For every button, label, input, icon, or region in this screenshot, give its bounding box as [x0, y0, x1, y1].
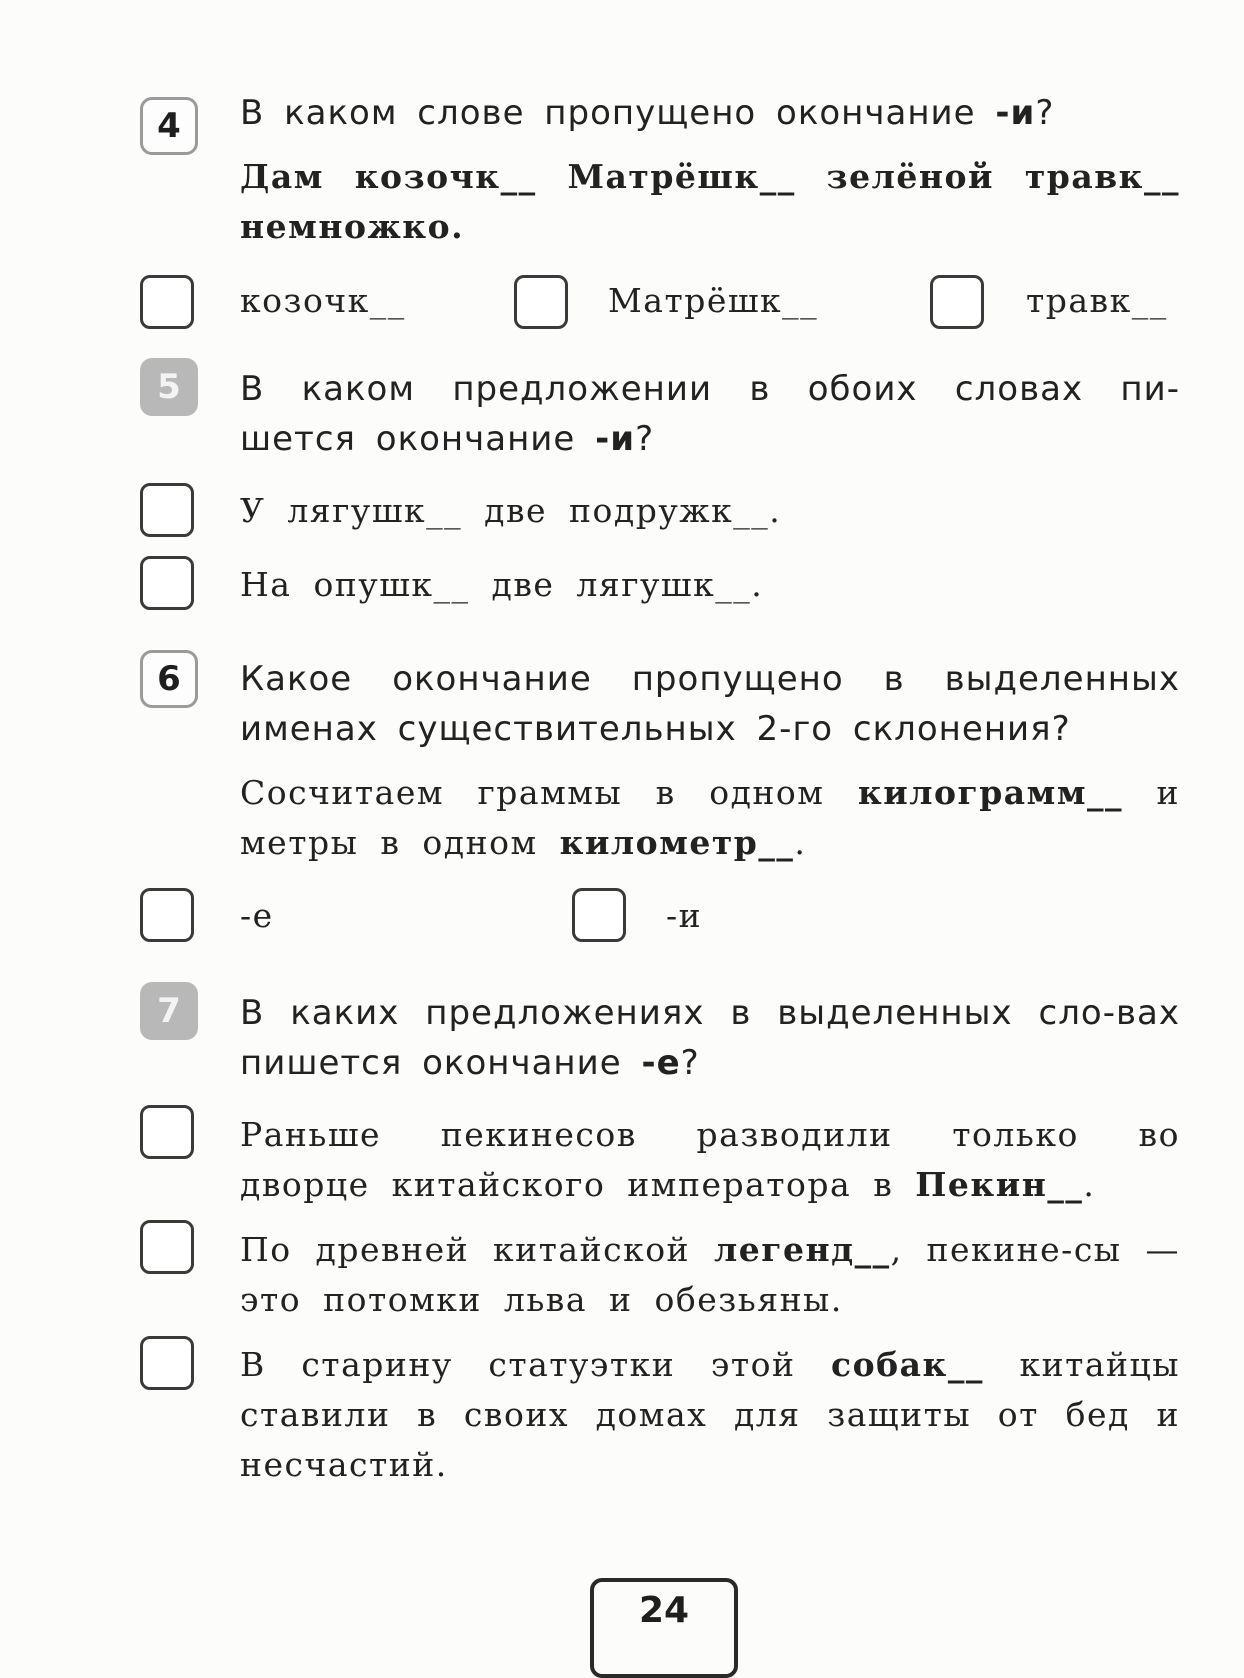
task-4-text-line-2: немножко.	[240, 207, 465, 246]
task-7-option-3-checkbox[interactable]	[140, 1336, 194, 1390]
task-7-question-text: В каких предложениях в выделенных сло-вах пишется окончание	[240, 993, 1180, 1083]
task-7-option-2-highlighted-word: легенд__	[713, 1230, 891, 1269]
task-6-highlighted-word-1: килограмм__	[857, 773, 1124, 812]
task-4-option-1-checkbox[interactable]	[140, 275, 194, 329]
task-5-question: В каком предложении в обоих словах пи-шется окончание -и?	[240, 369, 1180, 459]
page-number: 24	[590, 1578, 738, 1678]
task-5-option-2-label: На опушк__ две лягушк__.	[240, 565, 764, 604]
task-6-option-1-label: -е	[240, 896, 274, 935]
task-7-option-2-checkbox[interactable]	[140, 1220, 194, 1274]
task-4-option-3-label: травк__	[1026, 281, 1168, 320]
task-6-text: Сосчитаем граммы в одном килограмм__ и метры в одном километр__.	[240, 773, 1180, 862]
task-5-option-2-checkbox[interactable]	[140, 556, 194, 610]
task-5-option-1-checkbox[interactable]	[140, 483, 194, 537]
task-4-question-ending: -и	[995, 93, 1036, 133]
task-4-option-2-label: Матрёшк__	[608, 281, 819, 320]
task-5-number-badge: 5	[140, 358, 198, 416]
task-4-question: В каком слове пропущено окончание -и?	[240, 93, 1055, 133]
task-5-question-text: В каком предложении в обоих словах пи-шется окончание	[240, 369, 1180, 459]
task-6-option-2-checkbox[interactable]	[572, 888, 626, 942]
task-7-question: В каких предложениях в выделенных сло-вах пишется окончание -е?	[240, 993, 1180, 1083]
task-7-number-badge: 7	[140, 982, 198, 1040]
task-4-number-badge: 4	[140, 97, 198, 155]
task-6-option-1-checkbox[interactable]	[140, 888, 194, 942]
task-7-option-1-checkbox[interactable]	[140, 1105, 194, 1159]
task-6-number-badge: 6	[140, 650, 198, 708]
task-4-option-1-label: козочк__	[240, 281, 406, 320]
task-5-question-ending: -и	[595, 419, 636, 459]
task-7-option-1-highlighted-word: Пекин__	[915, 1165, 1084, 1204]
task-7-option-3-highlighted-word: собак__	[831, 1345, 984, 1384]
task-4-question-text: В каком слове пропущено окончание	[240, 93, 996, 133]
task-7-question-ending: -е	[641, 1043, 681, 1083]
task-4-text-line-1: Дам козочк__ Матрёшк__ зелёной травк__	[240, 157, 1180, 196]
task-7-option-2-text: По древней китайской легенд__, пекине-сы — это потомки льва и обезьяны.	[240, 1230, 1180, 1319]
task-5-option-1-label: У лягушк__ две подружк__.	[240, 491, 782, 530]
task-7-option-3-text: В старину статуэтки этой собак__ китайцы ставили в своих домах для защиты от бед и несчастий.	[240, 1345, 1180, 1484]
task-7-option-1-text: Раньше пекинесов разводили только во дворце китайского императора в Пекин__.	[240, 1115, 1180, 1204]
task-6-option-2-label: -и	[666, 896, 703, 935]
task-6-highlighted-word-2: километр__	[559, 823, 795, 862]
task-6-question: Какое окончание пропущено в выделенных именах существительных 2-го склонения?	[240, 659, 1180, 749]
task-4-option-3-checkbox[interactable]	[930, 275, 984, 329]
task-4-option-2-checkbox[interactable]	[514, 275, 568, 329]
